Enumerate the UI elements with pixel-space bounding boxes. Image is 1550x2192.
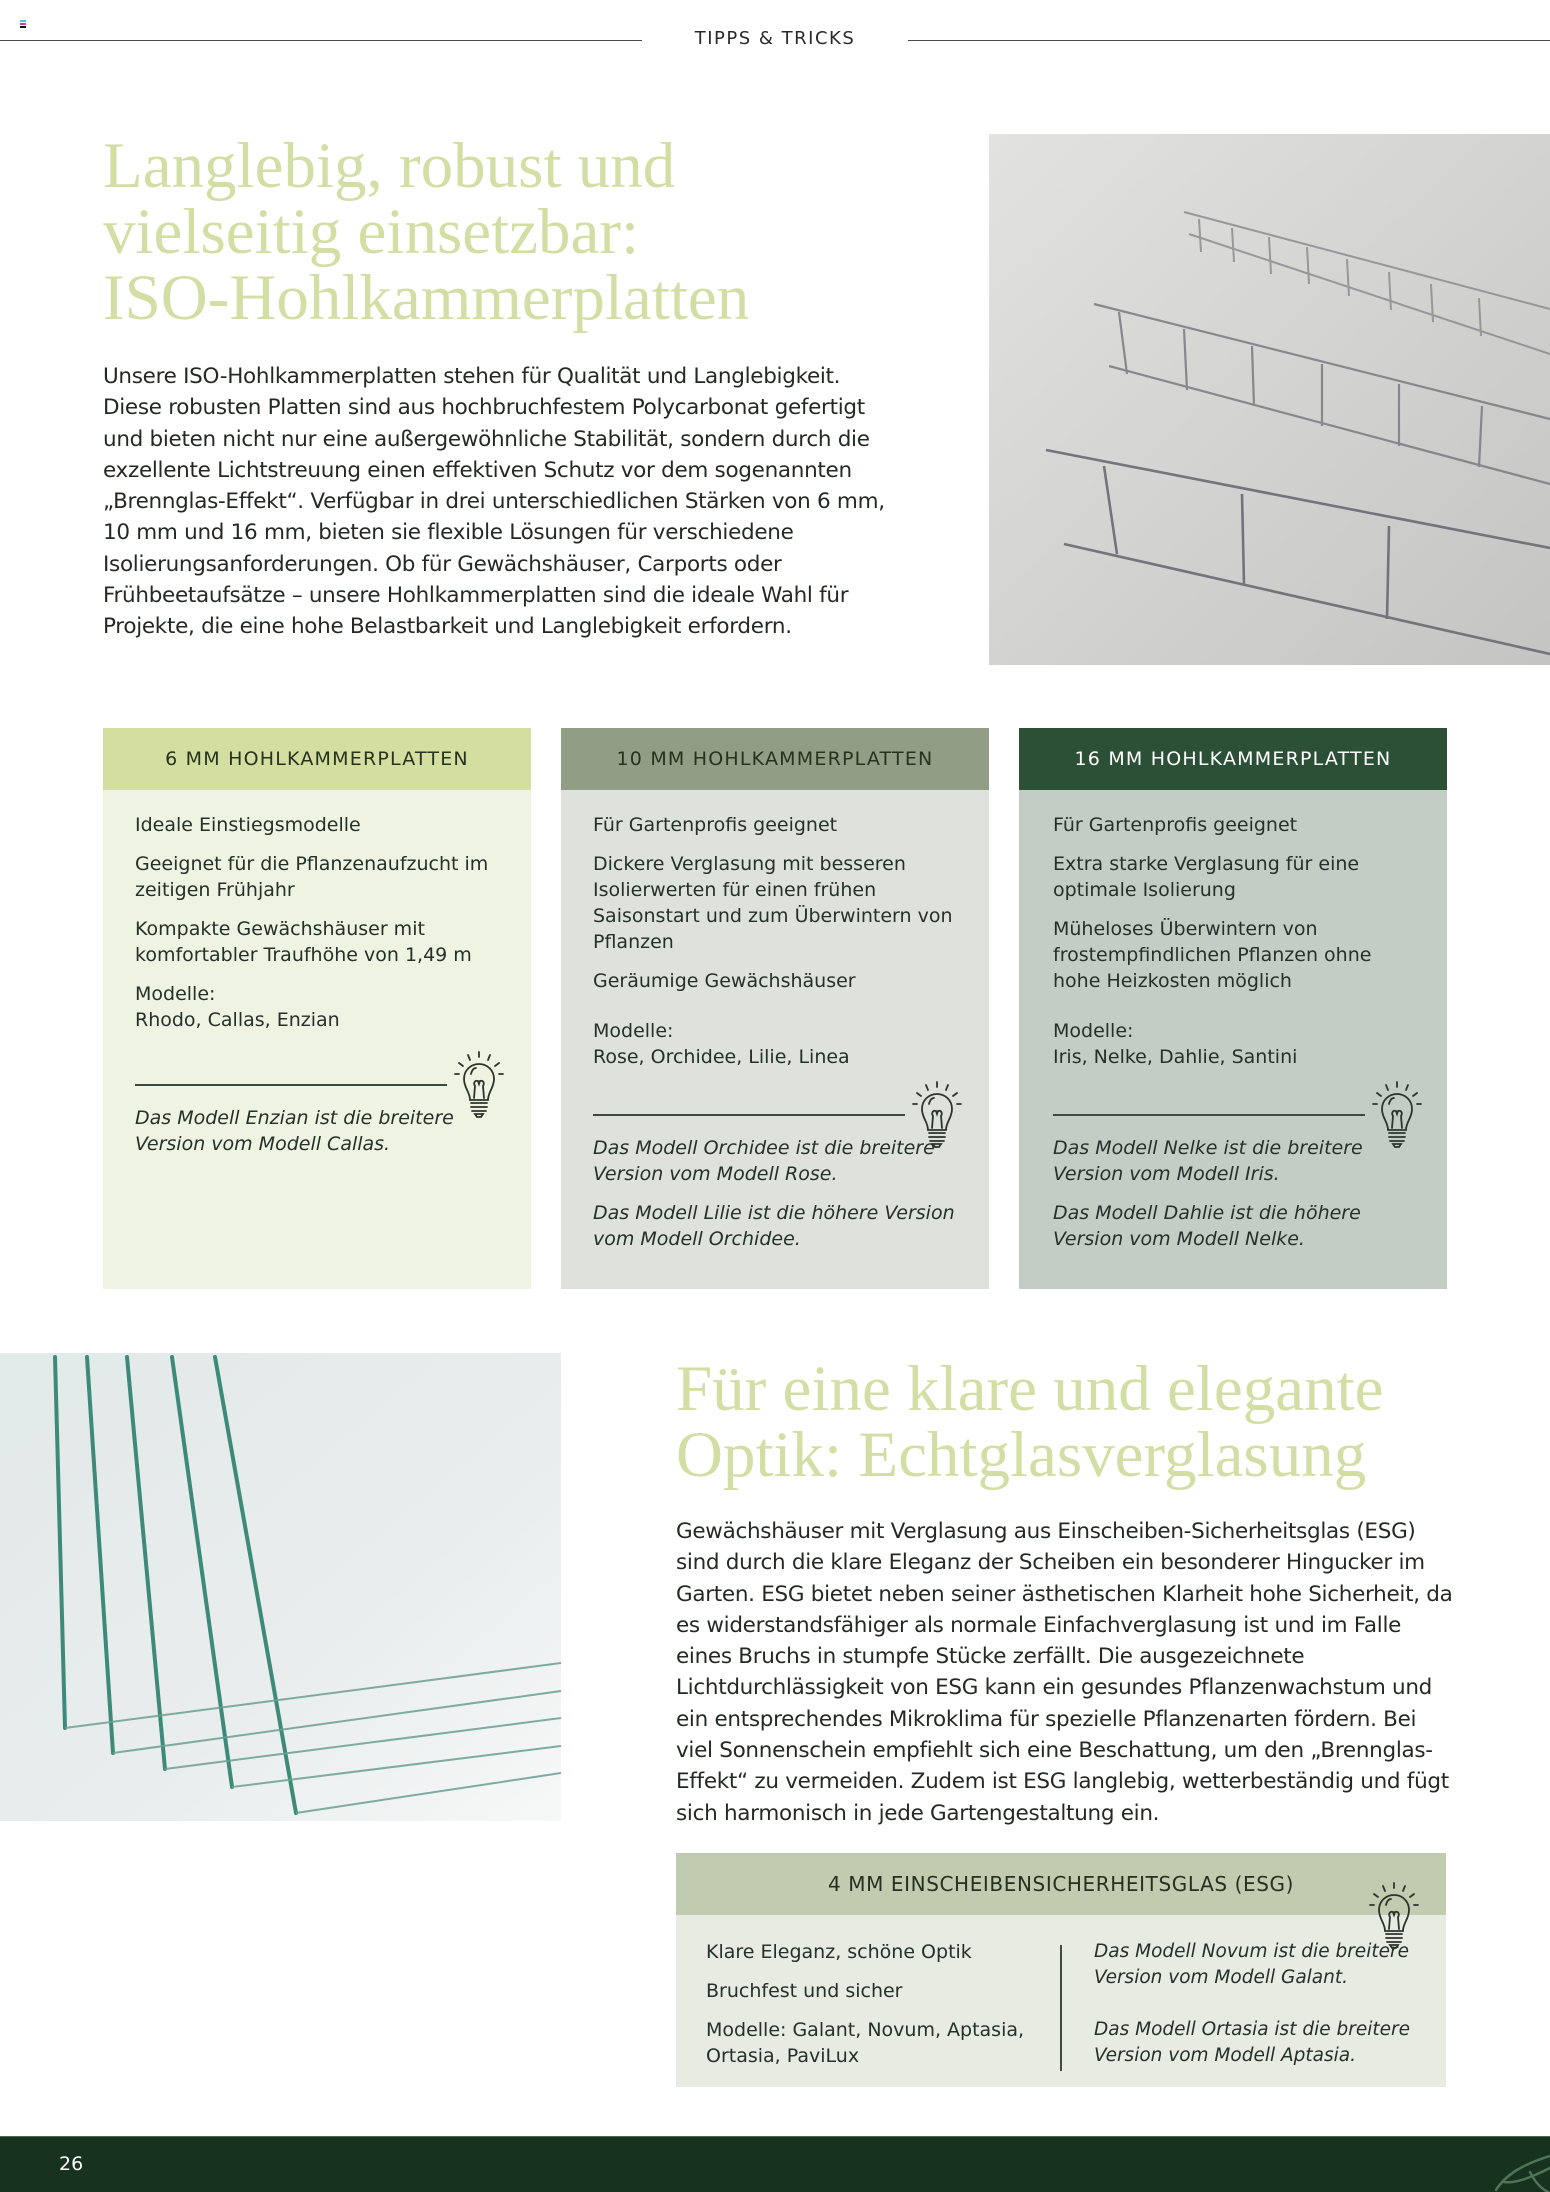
print-color-mark	[20, 20, 26, 29]
models-list	[135, 981, 499, 1033]
models-label: Modelle:	[135, 983, 216, 1005]
feature-item: Ideale Einstiegsmodelle	[135, 814, 361, 836]
card-title: 4 MM EINSCHEIBENSICHERHEITSGLAS (ESG)	[676, 1853, 1446, 1915]
tip-divider	[593, 1083, 957, 1127]
feature-item: Bruchfest und sicher	[706, 1980, 903, 2002]
leaf-logo-icon	[1490, 2150, 1550, 2192]
tip-note: Das Modell Ortasia ist die breitere Version vom Modell Aptasia.	[1094, 2019, 1410, 2066]
feature-item: Kompakte Gewächshäuser mit komfortabler Traufhöhe von 1,49 m	[135, 918, 472, 966]
polycarbonate-sheets-image	[989, 134, 1550, 665]
lightbulb-icon	[1369, 1080, 1425, 1152]
vertical-divider	[1060, 1945, 1062, 2071]
page-footer	[0, 2136, 1550, 2192]
models-label: Modelle:	[593, 1020, 674, 1042]
card-esg-glass	[676, 1853, 1446, 2087]
headline-hohlkammerplatten	[103, 130, 923, 334]
feature-item: Geeignet für die Pflanzenaufzucht im zeitigen Frühjahr	[135, 853, 489, 901]
intro-paragraph-esg: Gewächshäuser mit Verglasung aus Einscheiben-Sicherheitsglas (ESG) sind durch die klare Eleganz der Scheiben ein besonderer Hingucker im Garten. ESG bietet neben seiner ästhetischen Klarheit hohe Sicherheit, da es widerstandsfähiger als normale Einfachverglasung ist und im Falle eines Bruchs in stumpfe Stücke zerfällt. Die ausgezeichnete Lichtdurchlässigkeit von ESG kann ein gesundes Pflanzenwachstum und ein entsprechendes Mikroklima für spezielle Pflanzenarten fördern. Bei viel Sonnenschein empfiehlt sich eine Beschattung, um den „Brennglas-Effekt“ zu vermeiden. Zudem ist ESG langlebig, wetterbeständig und fügt sich harmonisch in jede Gartengestaltung ein.	[676, 1519, 1453, 1826]
glass-panes-illustration	[0, 1353, 561, 1821]
header-rule-right	[908, 40, 1550, 41]
headline-line: Langlebig, robust und	[103, 130, 676, 202]
feature-item: Für Gartenprofis geeignet	[1053, 814, 1298, 836]
feature-item: Extra starke Verglasung für eine optimale Isolierung	[1053, 853, 1360, 901]
tip-note: Das Modell Novum ist die breitere Version vom Modell Galant.	[1094, 1941, 1409, 1988]
tip-divider	[135, 1053, 499, 1097]
headline-line: vielseitig einsetzbar:	[103, 196, 640, 268]
tip-note: Das Modell Lilie ist die höhere Version vom Modell Orchidee.	[593, 1202, 955, 1250]
lightbulb-icon	[909, 1080, 965, 1152]
tip-note: Das Modell Enzian ist die breitere Version vom Modell Callas.	[135, 1107, 454, 1155]
feature-item: Dickere Verglasung mit besseren Isolierwerten für einen frühen Saisonstart und zum Überwintern von Pflanzen	[593, 853, 953, 953]
tip-note: Das Modell Nelke ist die breitere Version vom Modell Iris.	[1053, 1137, 1363, 1185]
card-title: 16 MM HOHLKAMMERPLATTEN	[1019, 728, 1447, 790]
models-list: Modelle: Galant, Novum, Aptasia, Ortasia, PaviLux	[706, 2019, 1025, 2067]
esg-features	[706, 1939, 1056, 2082]
models-value: Rhodo, Callas, Enzian	[135, 1009, 340, 1031]
models-value: Rose, Orchidee, Lilie, Linea	[593, 1046, 850, 1068]
tip-note: Das Modell Dahlie ist die höhere Version vom Modell Nelke.	[1053, 1202, 1361, 1250]
feature-item: Für Gartenprofis geeignet	[593, 814, 838, 836]
section-label: TIPPS & TRICKS	[694, 28, 856, 49]
feature-item: Geräumige Gewächshäuser	[593, 970, 856, 992]
glass-panes-image	[0, 1353, 561, 1821]
card-title: 10 MM HOHLKAMMERPLATTEN	[561, 728, 989, 790]
page-number: 26	[59, 2153, 84, 2175]
card-16mm-hohlkammerplatten	[1019, 728, 1447, 1289]
tip-divider	[1053, 1083, 1415, 1127]
card-6mm-hohlkammerplatten	[103, 728, 531, 1289]
tip-note: Das Modell Orchidee ist die breitere Version vom Modell Rose.	[593, 1137, 935, 1185]
polycarbonate-sheets-illustration	[989, 134, 1550, 665]
card-10mm-hohlkammerplatten	[561, 728, 989, 1289]
headline-line: ISO-Hohlkammerplatten	[103, 262, 750, 334]
models-value: Iris, Nelke, Dahlie, Santini	[1053, 1046, 1298, 1068]
models-label: Modelle:	[1053, 1020, 1134, 1042]
feature-item: Müheloses Überwintern von frostempfindlichen Pflanzen ohne hohe Heizkosten möglich	[1053, 918, 1372, 992]
feature-item: Klare Eleganz, schöne Optik	[706, 1941, 972, 1963]
divider-line	[1053, 1114, 1365, 1116]
models-list	[593, 1018, 957, 1070]
headline-line: Für eine klare und elegante	[676, 1353, 1384, 1425]
divider-line	[135, 1084, 447, 1086]
headline-line: Optik: Echtglasverglasung	[676, 1419, 1367, 1491]
headline-echtglasverglasung	[676, 1353, 1476, 1491]
models-list	[1053, 1018, 1415, 1070]
intro-paragraph-hohlkammerplatten: Unsere ISO-Hohlkammerplatten stehen für Qualität und Langlebigkeit. Diese robusten Platten sind aus hochbruchfestem Polycarbonat gefertigt und bieten nicht nur eine außergewöhnliche Stabilität, sondern durch die exzellente Lichtstreuung einen effektiven Schutz vor dem sogenannten „Brennglas-Effekt“. Verfügbar in drei unterschiedlichen Stärken von 6 mm, 10 mm und 16 mm, bieten sie flexible Lösungen für verschiedene Isolierungsanforderungen. Ob für Gewächshäuser, Carports oder Frühbeetaufsätze – unsere Hohlkammerplatten sind die ideale Wahl für Projekte, die eine hohe Belastbarkeit und Langlebigkeit erfordern.	[103, 364, 885, 640]
lightbulb-icon	[451, 1050, 507, 1122]
card-title: 6 MM HOHLKAMMERPLATTEN	[103, 728, 531, 790]
header-rule-left	[0, 40, 642, 41]
esg-notes	[1094, 1939, 1444, 2095]
divider-line	[593, 1114, 905, 1116]
